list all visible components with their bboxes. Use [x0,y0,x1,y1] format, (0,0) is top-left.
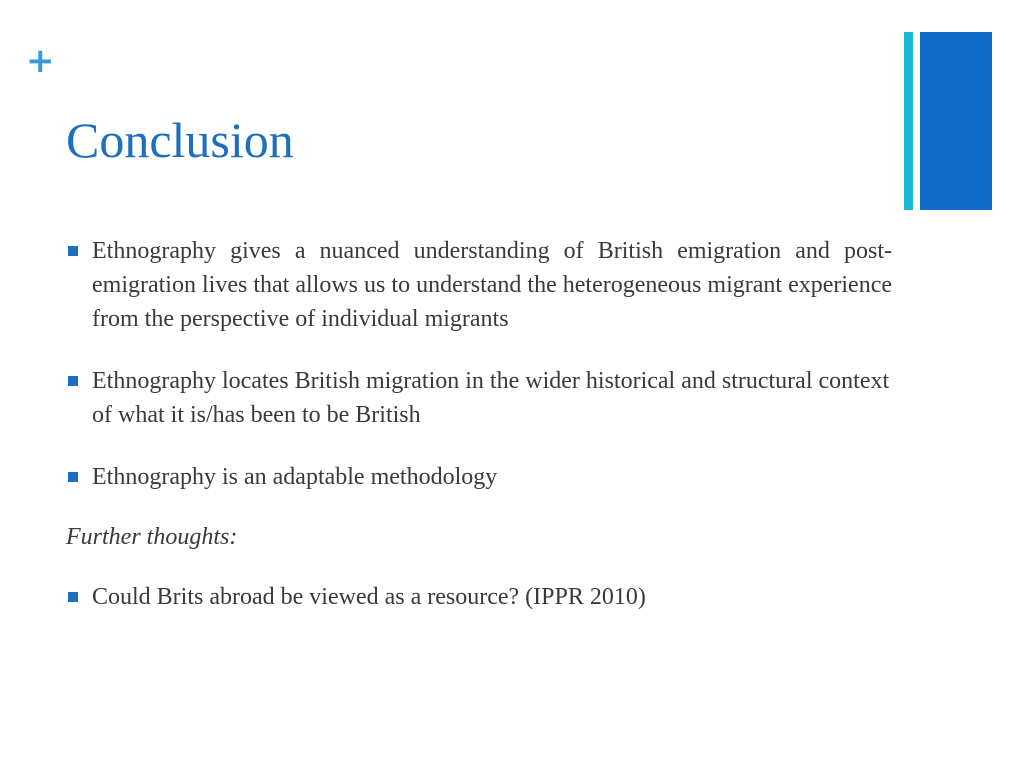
bullet-text: Ethnography is an adaptable methodology [92,464,498,490]
slide-title: Conclusion [66,112,294,168]
square-bullet-icon [68,472,78,482]
square-bullet-icon [68,246,78,256]
bullet-item [66,580,892,614]
slide-content [66,234,892,614]
bullet-text: Ethnography gives a nuanced understanding of British emigration and post-emigration lives that allows us to understand the heterogeneous migrant experience from the perspective of individual migrants [92,238,892,332]
square-bullet-icon [68,592,78,602]
bullet-item [66,460,892,494]
bullet-text: Ethnography locates British migration in the wider historical and structural context of what it is/has been to be British [92,368,890,428]
bullet-item [66,234,892,336]
square-bullet-icon [68,376,78,386]
bullet-text: Could Brits abroad be viewed as a resource? (IPPR 2010) [92,584,646,610]
plus-icon: + [26,41,55,81]
accent-bar-thin [904,32,913,210]
accent-bar-wide [920,32,992,210]
bullet-item [66,364,892,432]
further-thoughts-heading: Further thoughts: [66,524,238,550]
